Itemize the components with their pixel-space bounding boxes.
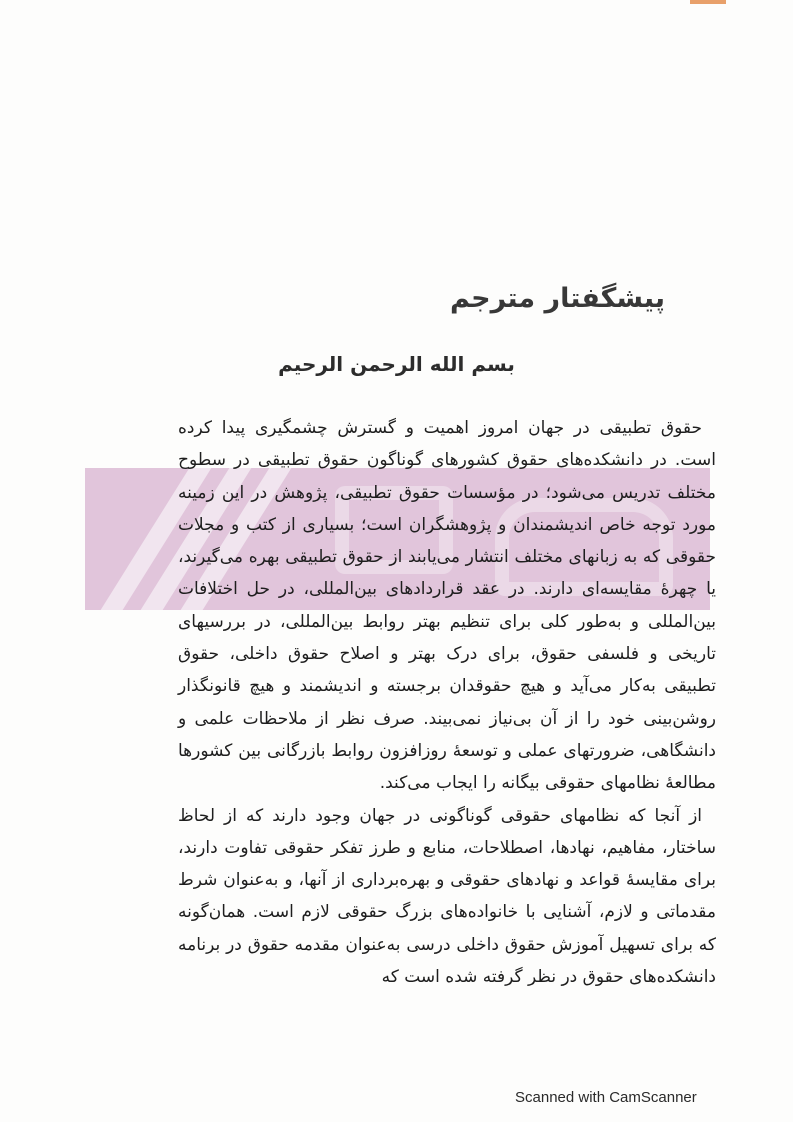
chapter-title: پیشگفتار مترجم xyxy=(449,283,665,314)
basmala-heading: بسم الله الرحمن الرحیم xyxy=(278,352,515,376)
paragraph: حقوق تطبیقی در جهان امروز اهمیت و گسترش چشمگیری پیدا کرده است. در دانشکده‌های حقوق کشورهای گوناگون حقوق تطبیقی در سطوح مختلف تدریس می‌شود؛ در مؤسسات حقوق تطبیقی، پژوهش در این زمینه مورد توجه خاص اندیشمندان و پژوهشگران است؛ بسیاری از کتب و مجلات حقوقی که به زبانهای مختلف انتشار می‌یابند از حقوق تطبیقی بهره می‌گیرند، یا چهرهٔ مقایسه‌ای دارند. در عقد قراردادهای بین‌المللی، در حل اختلافات بین‌المللی و به‌طور کلی برای تنظیم بهتر روابط بین‌المللی، در بررسیهای تاریخی و فلسفی حقوق، برای درک بهتر و اصلاح حقوق داخلی، حقوق تطبیقی به‌کار می‌آید و هیچ حقوقدان برجسته و اندیشمند و هیچ قانونگذار روشن‌بینی خود را از آن بی‌نیاز نمی‌بیند. صرف نظر از ملاحظات علمی و دانشگاهی، ضرورتهای عملی و توسعهٔ روزافزون روابط بازرگانی بین کشورها مطالعهٔ نظامهای حقوقی بیگانه را ایجاب می‌کند. xyxy=(178,418,716,794)
body-text xyxy=(178,412,716,993)
top-edge-mark xyxy=(690,0,726,4)
scanner-footer: Scanned with CamScanner xyxy=(515,1089,697,1106)
paragraph: از آنجا که نظامهای حقوقی گوناگونی در جهان وجود دارند که از لحاظ ساختار، مفاهیم، نهادها، اصطلاحات، منابع و طرز تفکر حقوقی تفاوت دارند، برای مقایسهٔ قواعد و نهادهای حقوقی و بهره‌برداری از آنها، و به‌عنوان شرط مقدماتی و لازم، آشنایی با خانواده‌های بزرگ حقوقی لازم است. همان‌گونه که برای تسهیل آموزش حقوق داخلی درسی به‌عنوان مقدمه حقوق در برنامه دانشکده‌های حقوق در نظر گرفته شده است که xyxy=(178,805,716,988)
